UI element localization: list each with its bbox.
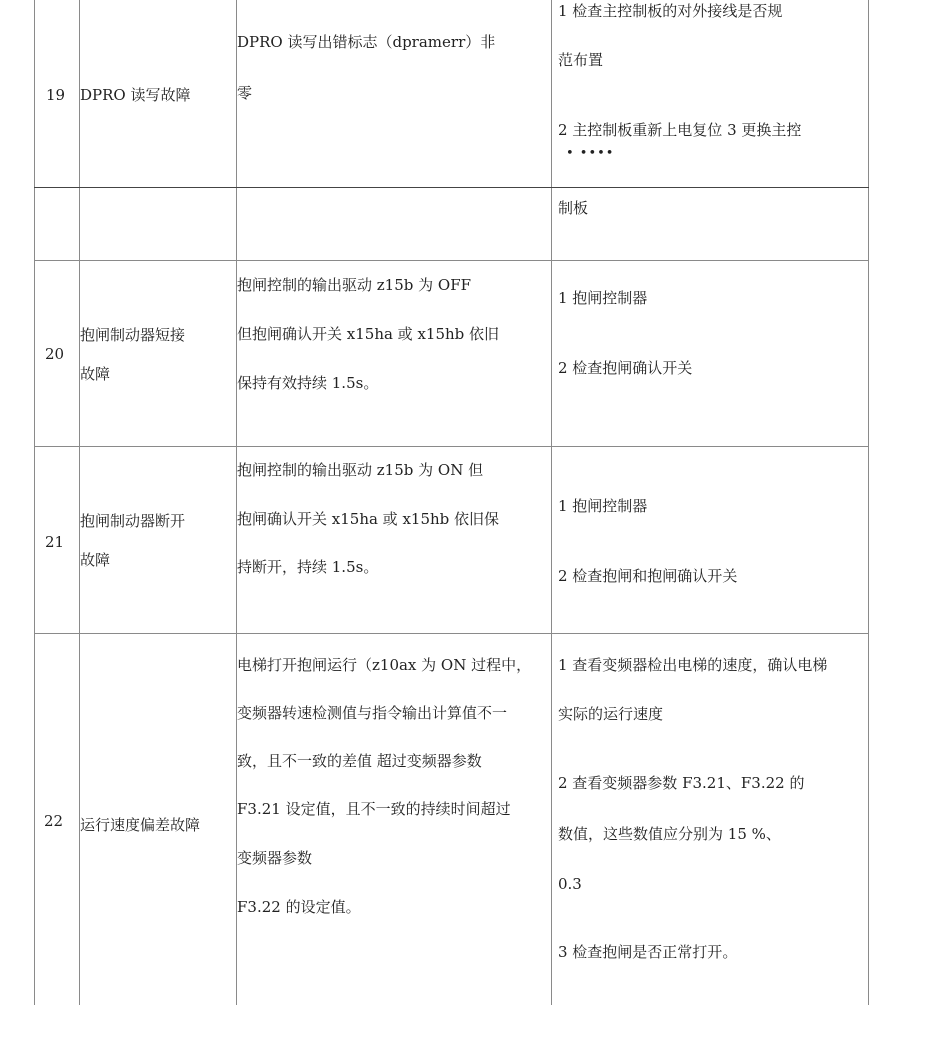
fault-cause-line: 持断开，持续 1.5s。 <box>237 558 379 576</box>
fault-cause-line: 抱闸确认开关 x15ha 或 x15hb 依旧保 <box>237 510 500 528</box>
fault-cause-line: 抱闸控制的输出驱动 z15b 为 ON 但 <box>237 461 484 479</box>
fault-cause-line: 保持有效持续 1.5s。 <box>237 374 379 392</box>
fault-name: 运行速度偏差故障 <box>80 816 201 834</box>
column-divider-cause <box>551 0 552 1005</box>
row-number: 20 <box>45 345 65 363</box>
fault-cause-line: 抱闸控制的输出驱动 z15b 为 OFF <box>237 276 472 294</box>
row-divider <box>34 187 869 188</box>
row-number: 19 <box>46 86 66 104</box>
fault-fix-line: 1 抱闸控制器 <box>558 289 648 307</box>
row-divider <box>34 633 869 634</box>
table-border-right <box>868 0 869 1005</box>
fault-fix-continuation: 制板 <box>558 199 589 217</box>
fault-fix-line: 0.3 <box>558 875 582 893</box>
fault-cause-line: 变频器转速检测值与指令输出计算值不一 <box>237 704 508 722</box>
fault-name: 抱闸制动器短接 <box>80 326 186 344</box>
column-divider-no <box>79 0 80 1005</box>
fault-cause-line: 零 <box>237 84 253 102</box>
fault-cause-line: F3.21 设定值，且不一致的持续时间超过 <box>237 800 511 818</box>
fault-cause-line: 致，且不一致的差值 超过变频器参数 <box>237 752 482 770</box>
fault-fix-line: 2 检查抱闸确认开关 <box>558 359 693 377</box>
fault-fix-line: 2 主控制板重新上电复位 3 更换主控 <box>558 121 802 139</box>
row-number: 21 <box>45 533 65 551</box>
row-divider <box>34 260 869 261</box>
fault-fix-line: 2 查看变频器参数 F3.21、F3.22 的 <box>558 774 805 792</box>
fault-fix-line: 3 检查抱闸是否正常打开。 <box>558 943 738 961</box>
fault-name: 故障 <box>80 551 111 569</box>
fault-name: DPRO 读写故障 <box>80 86 191 104</box>
fix-marker: • •••• <box>566 146 615 161</box>
fault-cause-line: 但抱闸确认开关 x15ha 或 x15hb 依旧 <box>237 325 500 343</box>
fault-name: 抱闸制动器断开 <box>80 512 186 530</box>
fault-name: 故障 <box>80 365 111 383</box>
fault-cause-line: DPRO 读写出错标志（dpramerr）非 <box>237 33 496 51</box>
fault-fix-line: 1 抱闸控制器 <box>558 497 648 515</box>
fault-cause-line: 电梯打开抱闸运行（z10ax 为 ON 过程中， <box>237 656 532 674</box>
fault-cause-line: 变频器参数 <box>237 849 313 867</box>
fault-fix-line: 范布置 <box>558 51 604 69</box>
fault-fix-line: 1 查看变频器检出电梯的速度，确认电梯 <box>558 656 828 674</box>
fault-cause-line: F3.22 的设定值。 <box>237 898 361 916</box>
fault-fix-line: 实际的运行速度 <box>558 705 664 723</box>
fault-fix-line: 数值，这些数值应分别为 15 %、 <box>558 825 781 843</box>
fault-fix-line: 2 检查抱闸和抱闸确认开关 <box>558 567 738 585</box>
fault-fix-line: 1 检查主控制板的对外接线是否规 <box>558 2 783 20</box>
table-border-left <box>34 0 35 1005</box>
row-divider <box>34 446 869 447</box>
row-number: 22 <box>44 812 64 830</box>
